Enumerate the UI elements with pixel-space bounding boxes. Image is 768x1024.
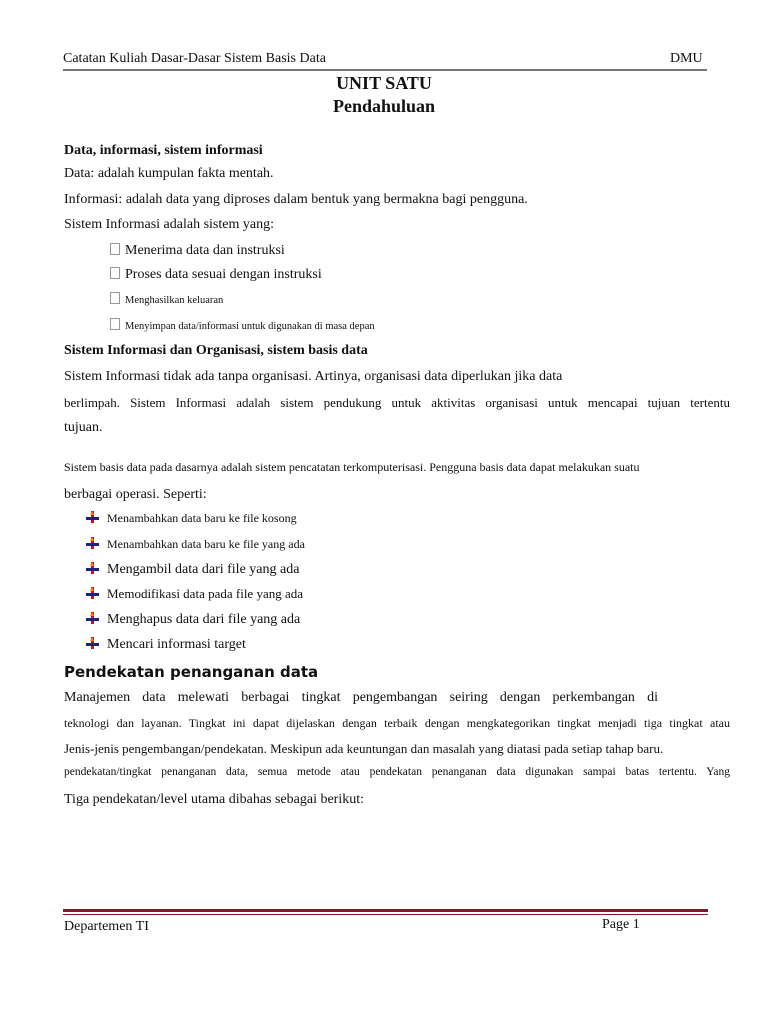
definition-informasi: Informasi: adalah data yang diproses dalam bentuk yang bermakna bagi pengguna. xyxy=(64,192,528,207)
paragraph-line: Manajemen data melewati berbagai tingkat pengembangan seiring dengan perkembangan di xyxy=(64,690,658,705)
checkbox-icon xyxy=(110,318,120,330)
bullet-arrow-icon xyxy=(86,587,100,599)
list-item: Proses data sesuai dengan instruksi xyxy=(110,267,322,283)
footer-rule xyxy=(63,909,708,912)
bullet-arrow-icon xyxy=(86,511,100,523)
page-number: Page 1 xyxy=(602,917,640,932)
unit-title: UNIT SATU xyxy=(336,73,432,93)
paragraph-line: pendekatan/tingkat penanganan data, semua metode atau pendekatan penanganan data digunakan sampai batas tertentu. Yang xyxy=(64,766,730,778)
list-item: Menyimpan data/informasi untuk digunakan di masa depan xyxy=(110,318,375,332)
list-item: Menghapus data dari file yang ada xyxy=(86,612,300,628)
list-item: Menambahkan data baru ke file yang ada xyxy=(86,537,305,552)
list-item: Menerima data dan instruksi xyxy=(110,243,285,259)
list-item: Menambahkan data baru ke file kosong xyxy=(86,511,297,526)
paragraph-line: tujuan. xyxy=(64,420,103,435)
list-item: Menghasilkan keluaran xyxy=(110,292,223,306)
header-initials: DMU xyxy=(670,51,703,66)
footer-rule-thin xyxy=(63,914,708,915)
list-item: Memodifikasi data pada file yang ada xyxy=(86,586,303,602)
bullet-arrow-icon xyxy=(86,562,100,574)
paragraph-line: berbagai operasi. Seperti: xyxy=(64,487,207,502)
header-rule xyxy=(63,69,707,71)
list-item: Mencari informasi target xyxy=(86,637,246,653)
bullet-arrow-icon xyxy=(86,637,100,649)
section-heading-organisasi: Sistem Informasi dan Organisasi, sistem basis data xyxy=(64,343,368,358)
paragraph-line: Jenis-jenis pengembangan/pendekatan. Meskipun ada keuntungan dan masalah yang diatasi pada setiap tahap baru. xyxy=(64,741,664,756)
bullet-arrow-icon xyxy=(86,612,100,624)
paragraph-line: berlimpah. Sistem Informasi adalah sistem pendukung untuk aktivitas organisasi untuk mencapai tujuan tertentu xyxy=(64,395,730,410)
paragraph-line: teknologi dan layanan. Tingkat ini dapat dijelaskan dengan terbaik dengan mengkategorikan tingkat menjadi tiga tingkat atau xyxy=(64,716,730,730)
section-heading-data: Data, informasi, sistem informasi xyxy=(64,143,263,158)
chapter-title: Pendahuluan xyxy=(332,96,436,116)
checkbox-icon xyxy=(110,267,120,279)
definition-sistem-informasi: Sistem Informasi adalah sistem yang: xyxy=(64,217,274,232)
section-heading-pendekatan: Pendekatan penanganan data xyxy=(64,663,319,681)
bullet-arrow-icon xyxy=(86,537,100,549)
paragraph-line: Tiga pendekatan/level utama dibahas sebagai berikut: xyxy=(64,792,365,807)
list-item: Mengambil data dari file yang ada xyxy=(86,562,299,578)
footer-department: Departemen TI xyxy=(64,919,149,934)
checkbox-icon xyxy=(110,292,120,304)
definition-data: Data: adalah kumpulan fakta mentah. xyxy=(64,166,274,181)
header-title: Catatan Kuliah Dasar-Dasar Sistem Basis Data xyxy=(63,51,326,66)
paragraph-line: Sistem basis data pada dasarnya adalah sistem pencatatan terkomputerisasi. Pengguna basis data dapat melakukan suatu xyxy=(64,460,640,474)
checkbox-icon xyxy=(110,243,120,255)
paragraph-line: Sistem Informasi tidak ada tanpa organisasi. Artinya, organisasi data diperlukan jika data xyxy=(64,369,563,384)
